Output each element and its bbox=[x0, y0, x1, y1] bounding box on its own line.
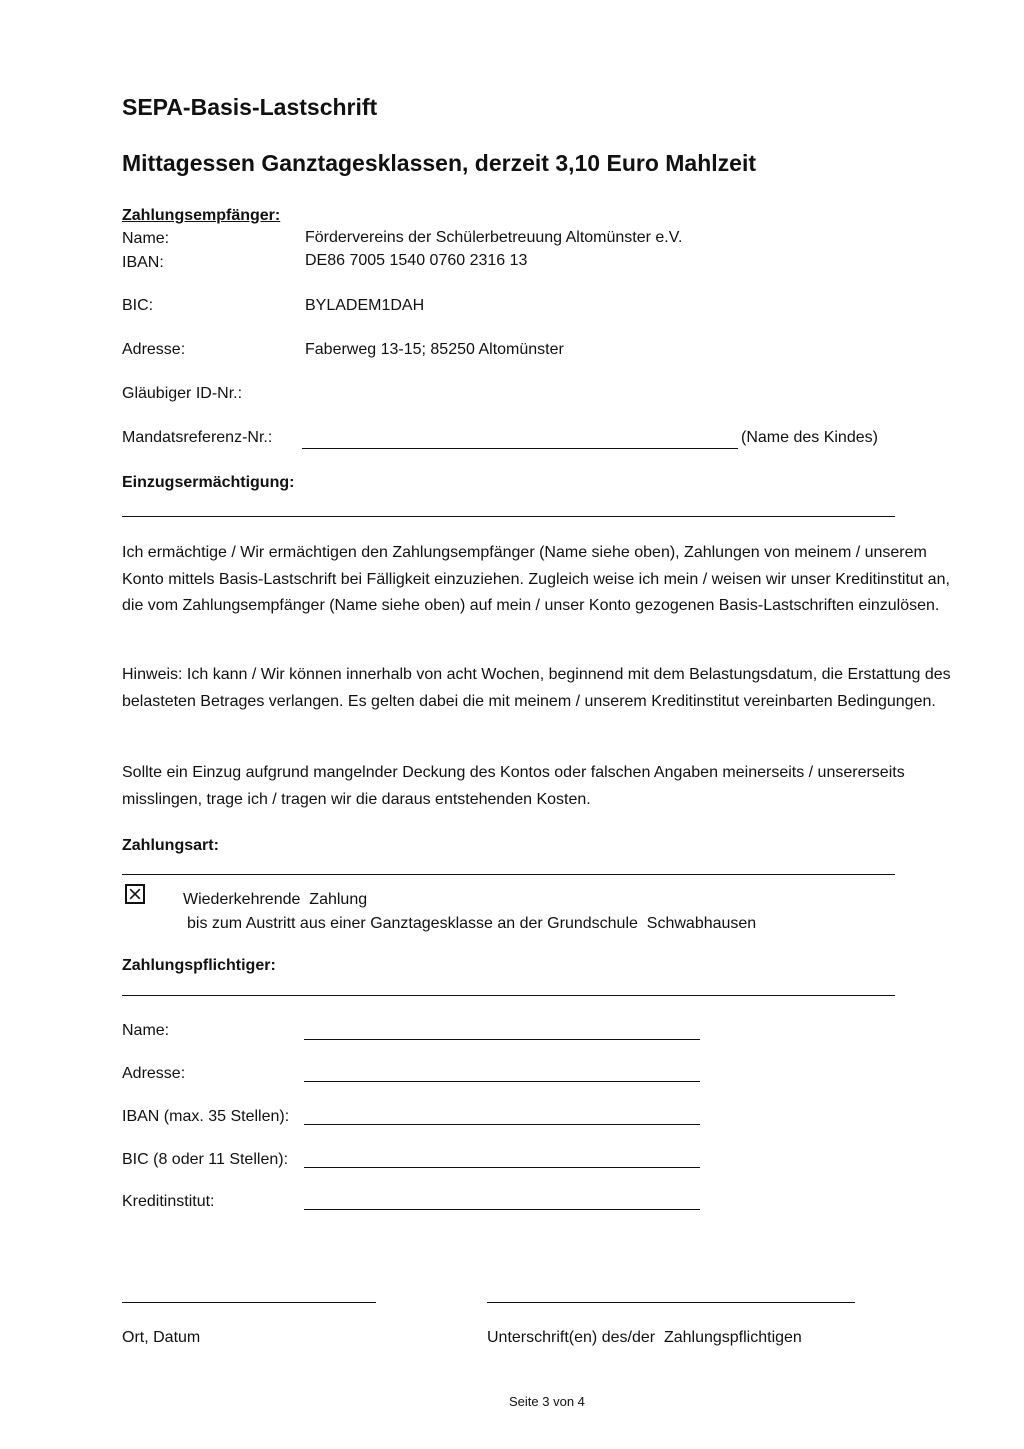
page-subtitle: Mittagessen Ganztagesklassen, derzeit 3,10 Euro Mahlzeit bbox=[122, 150, 756, 176]
checkbox-x-icon bbox=[127, 886, 143, 902]
payer-bank-label: Kreditinstitut: bbox=[122, 1193, 215, 1210]
payer-heading: Zahlungspflichtiger: bbox=[122, 957, 276, 974]
place-date-label: Ort, Datum bbox=[122, 1329, 201, 1346]
creditor-id-label: Gläubiger ID-Nr.: bbox=[122, 385, 243, 402]
payer-bic-label: BIC (8 oder 11 Stellen): bbox=[122, 1151, 289, 1168]
recurring-payment-label: Wiederkehrende Zahlung bbox=[183, 891, 368, 908]
recipient-bic-label: BIC: bbox=[122, 297, 154, 314]
payer-divider bbox=[122, 995, 895, 996]
mandate-label: Mandatsreferenz-Nr.: bbox=[122, 429, 273, 446]
authorization-heading: Einzugsermächtigung: bbox=[122, 474, 295, 491]
recipient-bic-value: BYLADEM1DAH bbox=[305, 297, 425, 314]
recipient-iban-label: IBAN: bbox=[122, 254, 164, 271]
payer-address-label: Adresse: bbox=[122, 1065, 186, 1082]
mandate-input[interactable] bbox=[302, 428, 738, 449]
payer-address-field[interactable] bbox=[304, 1061, 700, 1082]
recipient-heading: Zahlungsempfänger: bbox=[122, 207, 281, 224]
recipient-address-label: Adresse: bbox=[122, 341, 186, 358]
payer-bic-field[interactable] bbox=[304, 1147, 700, 1168]
payment-type-heading: Zahlungsart: bbox=[122, 837, 219, 854]
place-date-line[interactable] bbox=[122, 1302, 376, 1303]
mandate-hint: (Name des Kindes) bbox=[741, 429, 878, 446]
authorization-paragraph-3: Sollte ein Einzug aufgrund mangelnder Deckung des Kontos oder falschen Angaben meinerseits / unsererseits misslingen, trage ich / tragen wir die daraus entstehenden Kosten. bbox=[122, 764, 905, 808]
authorization-paragraph-2: Hinweis: Ich kann / Wir können innerhalb von acht Wochen, beginnend mit dem Belastungsdatum, die Erstattung des belasteten Betrages verlangen. Es gelten dabei die mit meinem / unserem Kreditinstitut vereinbarten Bedingungen. bbox=[122, 666, 951, 710]
payer-name-label: Name: bbox=[122, 1022, 170, 1039]
recurring-payment-checkbox[interactable] bbox=[125, 884, 145, 904]
signature-line[interactable] bbox=[487, 1302, 855, 1303]
authorization-divider bbox=[122, 516, 895, 517]
recurring-payment-detail: bis zum Austritt aus einer Ganztagesklasse an der Grundschule Schwabhausen bbox=[187, 915, 757, 932]
recipient-address-value: Faberweg 13-15; 85250 Altomünster bbox=[305, 341, 564, 358]
signature-label: Unterschrift(en) des/der Zahlungspflichtigen bbox=[487, 1329, 802, 1346]
payer-bank-field[interactable] bbox=[304, 1189, 700, 1210]
page-title: SEPA-Basis-Lastschrift bbox=[122, 94, 378, 120]
payment-type-divider bbox=[122, 874, 895, 875]
payer-name-field[interactable] bbox=[304, 1019, 700, 1040]
recipient-name-value: Fördervereins der Schülerbetreuung Altomünster e.V. bbox=[305, 229, 683, 246]
recipient-iban-value: DE86 7005 1540 0760 2316 13 bbox=[305, 252, 528, 269]
recipient-name-label: Name: bbox=[122, 230, 170, 247]
payer-iban-label: IBAN (max. 35 Stellen): bbox=[122, 1108, 290, 1125]
authorization-paragraph-1: Ich ermächtige / Wir ermächtigen den Zahlungsempfänger (Name siehe oben), Zahlungen von meinem / unserem Konto mittels Basis-Lastschrift bei Fälligkeit einzuziehen. Zugleich weise ich mein / weisen wir unser Kreditinstitut an, die vom Zahlungsempfänger (Name siehe oben) auf mein / unser Konto gezogenen Basis-Lastschriften einzulösen. bbox=[122, 544, 950, 614]
page-number: Seite 3 von 4 bbox=[509, 1394, 585, 1409]
payer-iban-field[interactable] bbox=[304, 1104, 700, 1125]
